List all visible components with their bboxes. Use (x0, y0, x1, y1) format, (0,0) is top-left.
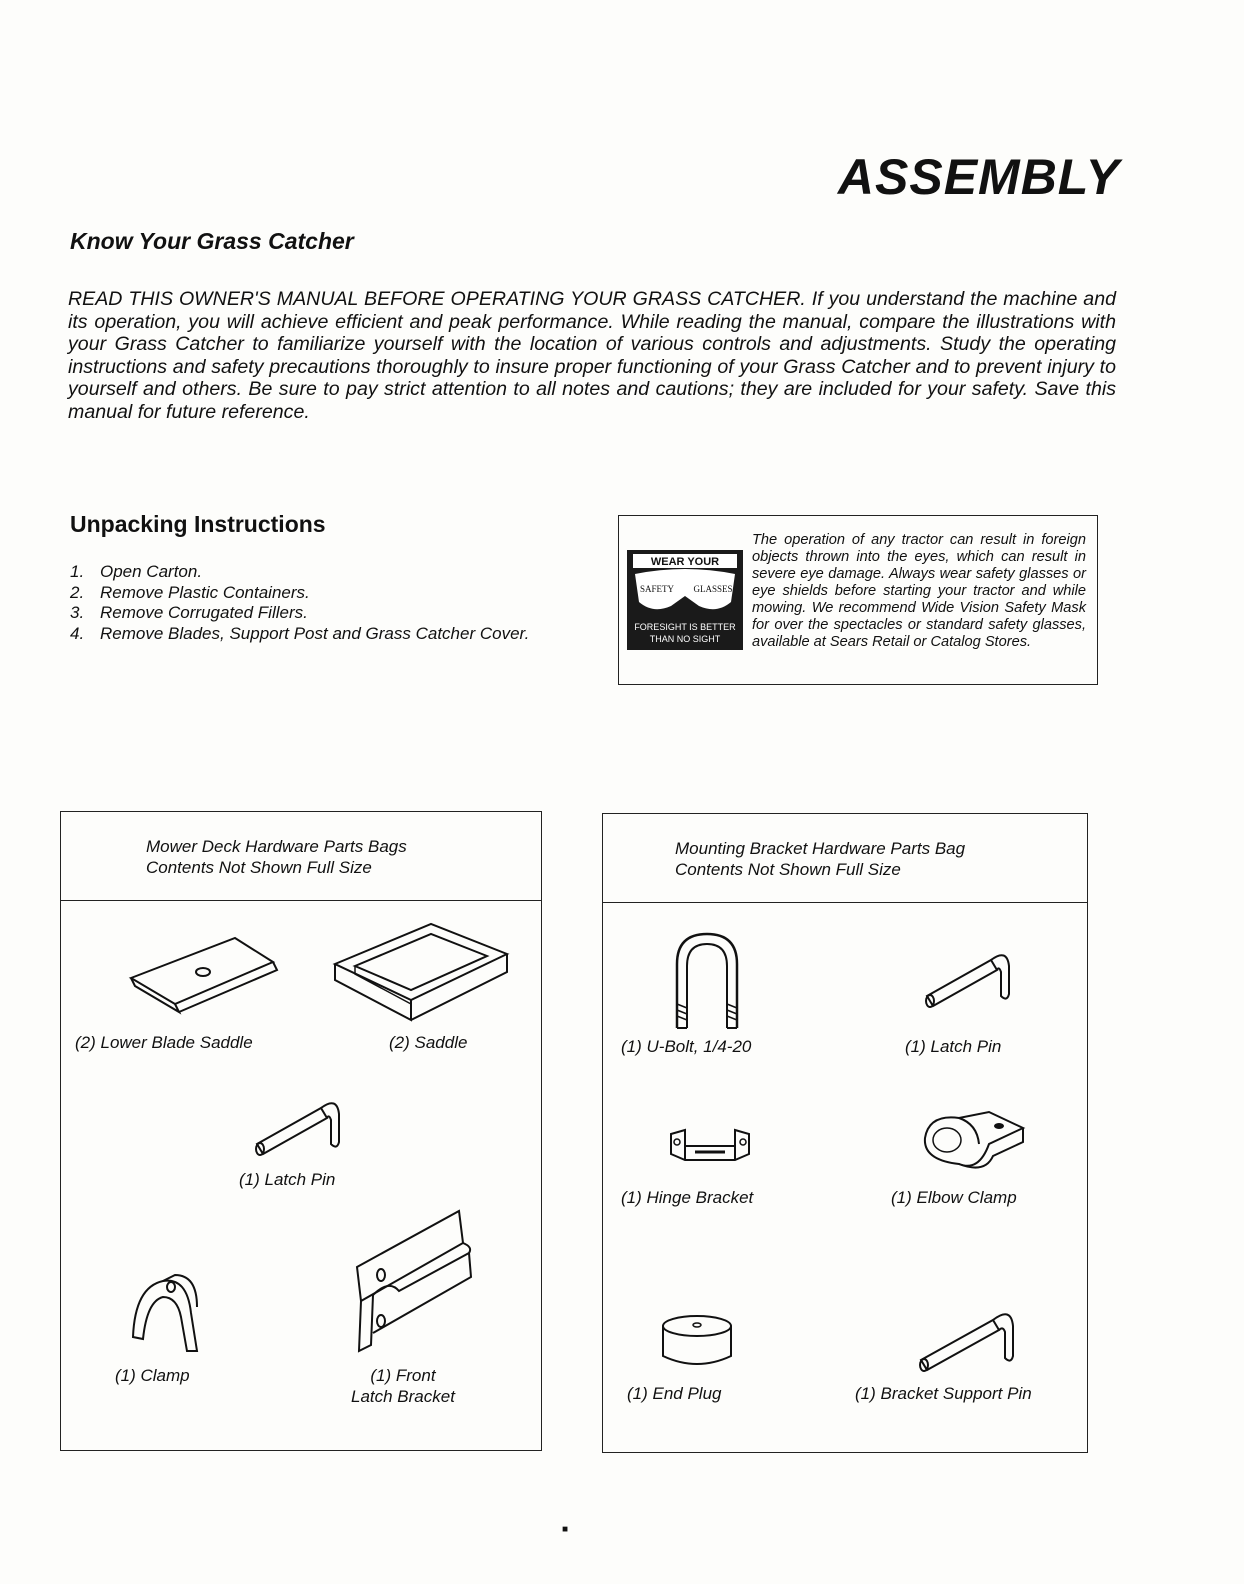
part-label: (1) Hinge Bracket (621, 1188, 754, 1207)
box-caption (146, 836, 407, 878)
front-latch-bracket-icon (349, 1207, 479, 1357)
safety-text: The operation of any tractor can result in foreign objects thrown into the eyes, which can result in severe eye damage. Always wear safety glasses or eye shields before starting your tractor and while mowing. We recommend Wide Vision Safety Mask for over the spectacles or standard safety glasses, available at Sears Retail or Catalog Stores. (752, 532, 1086, 650)
safety-glasses-logo-icon (627, 550, 743, 650)
step-text: Remove Plastic Containers. (100, 582, 310, 602)
know-heading: Know Your Grass Catcher (70, 228, 354, 254)
part-label: (1) U-Bolt, 1/4-20 (621, 1037, 752, 1056)
u-bolt-icon (669, 928, 749, 1038)
page-mark: ■ (562, 1524, 569, 1535)
part-label: (1) Bracket Support Pin (855, 1384, 1032, 1403)
mounting-bracket-parts-box (602, 813, 1088, 1453)
logo-top-text: WEAR YOUR (650, 556, 720, 568)
step-number: 3. (70, 603, 85, 622)
unpacking-steps (70, 562, 560, 644)
latch-pin-icon (251, 1094, 351, 1164)
safety-notice (618, 515, 1098, 685)
step-text: Remove Corrugated Fillers. (100, 603, 308, 622)
step-number: 4. (70, 623, 85, 643)
elbow-clamp-icon (919, 1104, 1029, 1184)
unpacking-heading: Unpacking Instructions (70, 511, 326, 537)
clamp-icon (125, 1267, 205, 1357)
part-label-line: Latch Bracket (351, 1387, 455, 1406)
logo-right-text: GLASSES (693, 584, 733, 594)
part-label: (2) Saddle (389, 1033, 468, 1052)
part-label-line: (1) Front (370, 1366, 436, 1385)
caption-line: Mower Deck Hardware Parts Bags (146, 837, 407, 856)
part-label: (1) End Plug (627, 1384, 722, 1403)
logo-bottom-text: THAN NO SIGHT (649, 634, 721, 644)
mower-deck-parts-box (60, 811, 542, 1451)
step-text: Open Carton. (100, 562, 203, 581)
step-number: 2. (70, 582, 85, 602)
part-label: (1) Clamp (115, 1366, 190, 1385)
list-item (70, 624, 560, 645)
part-label: (1) Latch Pin (239, 1170, 336, 1189)
page-title: ASSEMBLY (837, 149, 1120, 205)
saddle-icon (331, 920, 516, 1030)
caption-line: Mounting Bracket Hardware Parts Bag (675, 839, 966, 858)
caption-line: Contents Not Shown Full Size (675, 860, 901, 879)
list-item (70, 562, 560, 583)
intro-paragraph: READ THIS OWNER'S MANUAL BEFORE OPERATING YOUR GRASS CATCHER. If you understand the machine and its operation, you will achieve efficient and peak performance. While reading the manual, compare the illustrations with your Grass Catcher to familiarize yourself with the location of various controls and adjustments. Study the operating instructions and safety precautions thoroughly to insure proper functioning of your Grass Catcher and to prevent injury to yourself and others. Be sure to pay strict attention to all notes and cautions; they are included for your safety. Save this manual for future reference. (68, 288, 1116, 423)
step-number: 1. (70, 562, 85, 581)
part-label: (1) Elbow Clamp (891, 1188, 1017, 1207)
logo-left-text: SAFETY (639, 584, 675, 594)
part-label: (1) Latch Pin (905, 1037, 1002, 1056)
box-caption (675, 838, 965, 880)
end-plug-icon (659, 1312, 735, 1372)
hinge-bracket-icon (665, 1124, 755, 1168)
list-item (70, 603, 560, 624)
caption-line: Contents Not Shown Full Size (146, 858, 372, 877)
bracket-support-pin-icon (915, 1304, 1025, 1380)
part-label (351, 1365, 455, 1407)
box-header (603, 814, 1087, 903)
step-text: Remove Blades, Support Post and Grass Catcher Cover. (100, 623, 530, 643)
logo-bottom-text: FORESIGHT IS BETTER (634, 622, 736, 632)
list-item (70, 583, 560, 604)
latch-pin-icon (921, 946, 1021, 1016)
box-header (61, 812, 541, 901)
lower-blade-saddle-icon (123, 930, 283, 1020)
part-label: (2) Lower Blade Saddle (75, 1033, 253, 1052)
